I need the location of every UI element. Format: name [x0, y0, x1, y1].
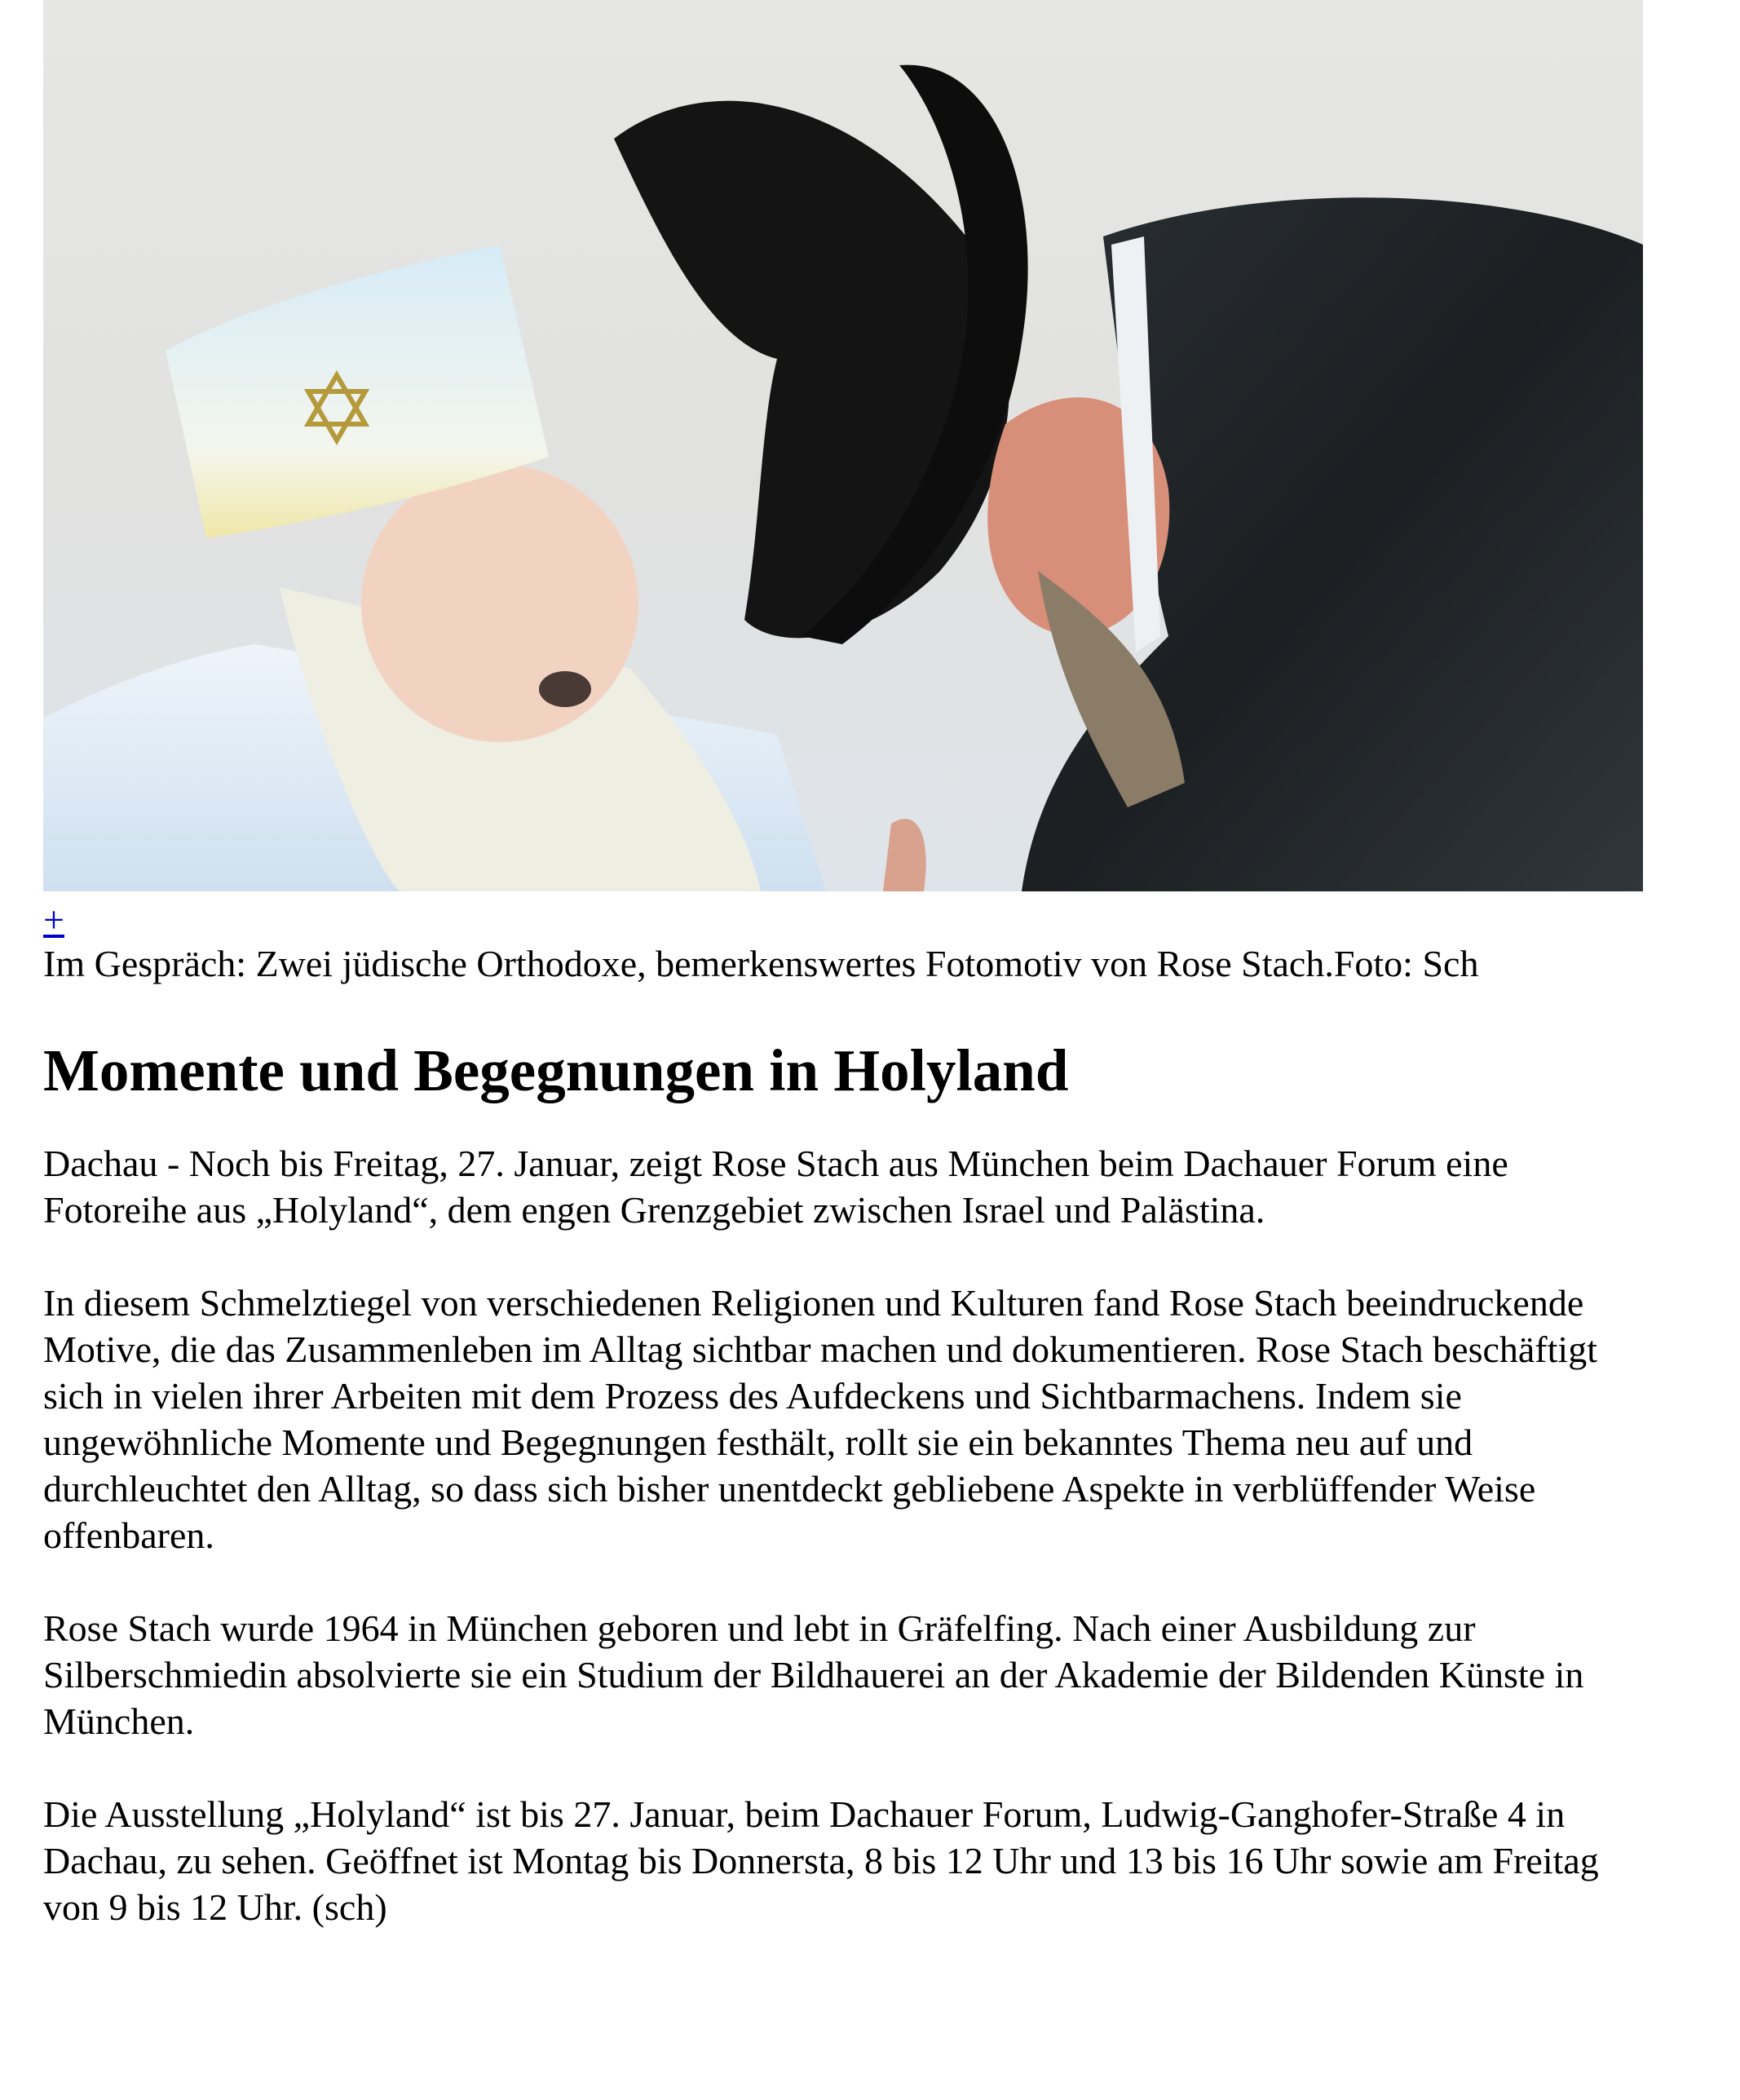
enlarge-photo-link[interactable]: +	[43, 899, 64, 940]
face-shape	[361, 465, 638, 742]
article-paragraph: Dachau - Noch bis Freitag, 27. Januar, zeigt Rose Stach aus München beim Dachauer Forum eine Fotoreihe aus „Holyland“, dem engen Grenzgebiet zwischen Israel und Palästina.	[43, 1143, 1508, 1231]
article	[43, 0, 1643, 1930]
hat-shape	[614, 101, 1009, 639]
article-paragraph: In diesem Schmelztiegel von verschiedenen Religionen und Kulturen fand Rose Stach beeindruckende Motive, die das Zusammenleben im Alltag sichtbar machen und dokumentieren. Rose Stach beschäftigt sich in vielen ihrer Arbeiten mit dem Prozess des Aufdeckens und Sichtbarmachens. Indem sie ungewöhnliche Momente und Begegnungen festhält, rollt sie ein bekanntes Thema neu auf und durchleuchtet den Alltag, so dass sich bisher unentdeckt gebliebene Aspekte in verblüffender Weise offenbaren.	[43, 1282, 1597, 1556]
article-title: Momente und Begegnungen in Holyland	[43, 1037, 1069, 1103]
article-photo[interactable]	[43, 0, 1643, 891]
photo-caption: Im Gespräch: Zwei jüdische Orthodoxe, bemerkenswertes Fotomotiv von Rose Stach.Foto: Sch	[43, 943, 1479, 984]
article-paragraph: Die Ausstellung „Holyland“ ist bis 27. Januar, beim Dachauer Forum, Ludwig-Ganghofer-Straße 4 in Dachau, zu sehen. Geöffnet ist Montag bis Donnersta, 8 bis 12 Uhr und 13 bis 16 Uhr sowie am Freitag von 9 bis 12 Uhr. (sch)	[43, 1793, 1599, 1928]
article-body	[43, 1140, 1643, 1930]
photo-illustration	[43, 0, 1643, 891]
article-paragraph: Rose Stach wurde 1964 in München geboren und lebt in Gräfelfing. Nach einer Ausbildung zur Silberschmiedin absolvierte sie ein Studium der Bildhauerei an der Akademie der Bildenden Künste in München.	[43, 1607, 1584, 1742]
